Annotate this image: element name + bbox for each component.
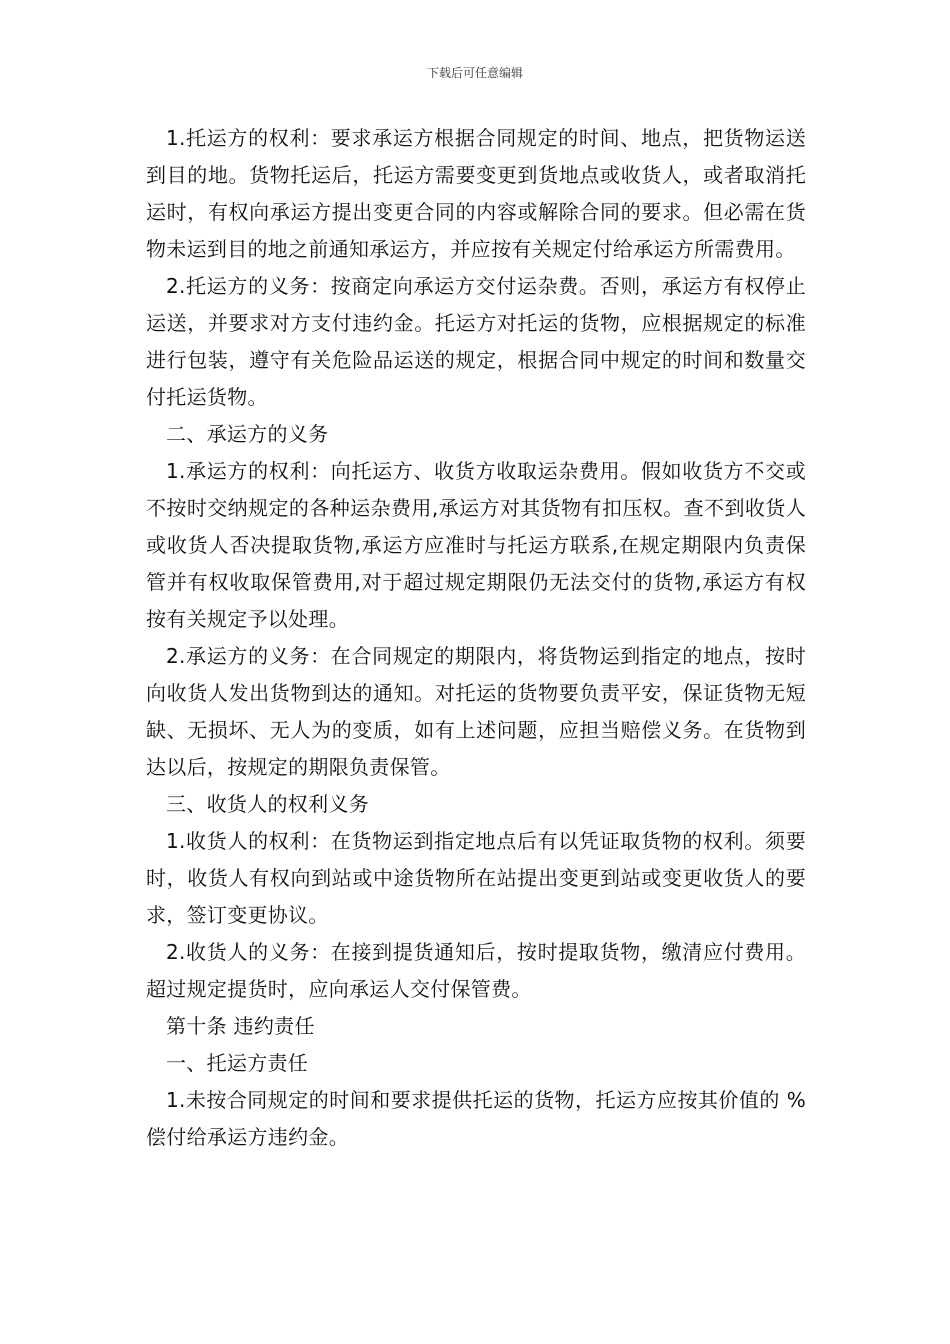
section-heading-shipper-liability: 一、托运方责任 [166, 1051, 309, 1075]
paragraph-consignee-rights: 1.收货人的权利：在货物运到指定地点后有以凭证取货物的权利。须要时，收货人有权向到站或中途货物所在站提出变更到站或变更收货人的要求，签订变更协议。 [146, 829, 806, 927]
paragraph-shipper-rights: 1.托运方的权利：要求承运方根据合同规定的时间、地点，把货物运送到目的地。货物托运后，托运方需要变更到货地点或收货人，或者取消托运时，有权向承运方提出变更合同的内容或解除合同的要求。但必需在货物未运到目的地之前通知承运方，并应按有关规定付给承运方所需费用。 [146, 126, 806, 261]
section-heading-consignee: 三、收货人的权利义务 [166, 792, 369, 816]
paragraph-carrier-obligations: 2.承运方的义务：在合同规定的期限内，将货物运到指定的地点，按时向收货人发出货物到达的通知。对托运的货物要负责平安，保证货物无短缺、无损坏、无人为的变质，如有上述问题，应担当赔偿义务。在货物到达以后，按规定的期限负责保管。 [146, 644, 806, 779]
article-heading-liability: 第十条 违约责任 [166, 1014, 315, 1038]
section-heading-carrier: 二、承运方的义务 [166, 422, 329, 446]
paragraph-shipper-liability-1: 1.未按合同规定的时间和要求提供托运的货物，托运方应按其价值的 %偿付给承运方违约金。 [146, 1088, 806, 1149]
paragraph-shipper-obligations: 2.托运方的义务：按商定向承运方交付运杂费。否则，承运方有权停止运送，并要求对方支付违约金。托运方对托运的货物，应根据规定的标准进行包装，遵守有关危险品运送的规定，根据合同中规定的时间和数量交付托运货物。 [146, 274, 806, 409]
paragraph-consignee-obligations: 2.收货人的义务：在接到提货通知后，按时提取货物，缴清应付费用。超过规定提货时，应向承运人交付保管费。 [146, 940, 806, 1001]
paragraph-carrier-rights: 1.承运方的权利：向托运方、收货方收取运杂费用。假如收货方不交或不按时交纳规定的各种运杂费用,承运方对其货物有扣压权。查不到收货人或收货人否决提取货物,承运方应准时与托运方联系,在规定期限内负责保管并有权收取保管费用,对于超过规定期限仍无法交付的货物,承运方有权按有关规定予以处理。 [146, 459, 806, 631]
page-header: 下载后可任意编辑 [426, 66, 523, 80]
document-body [146, 120, 806, 1156]
